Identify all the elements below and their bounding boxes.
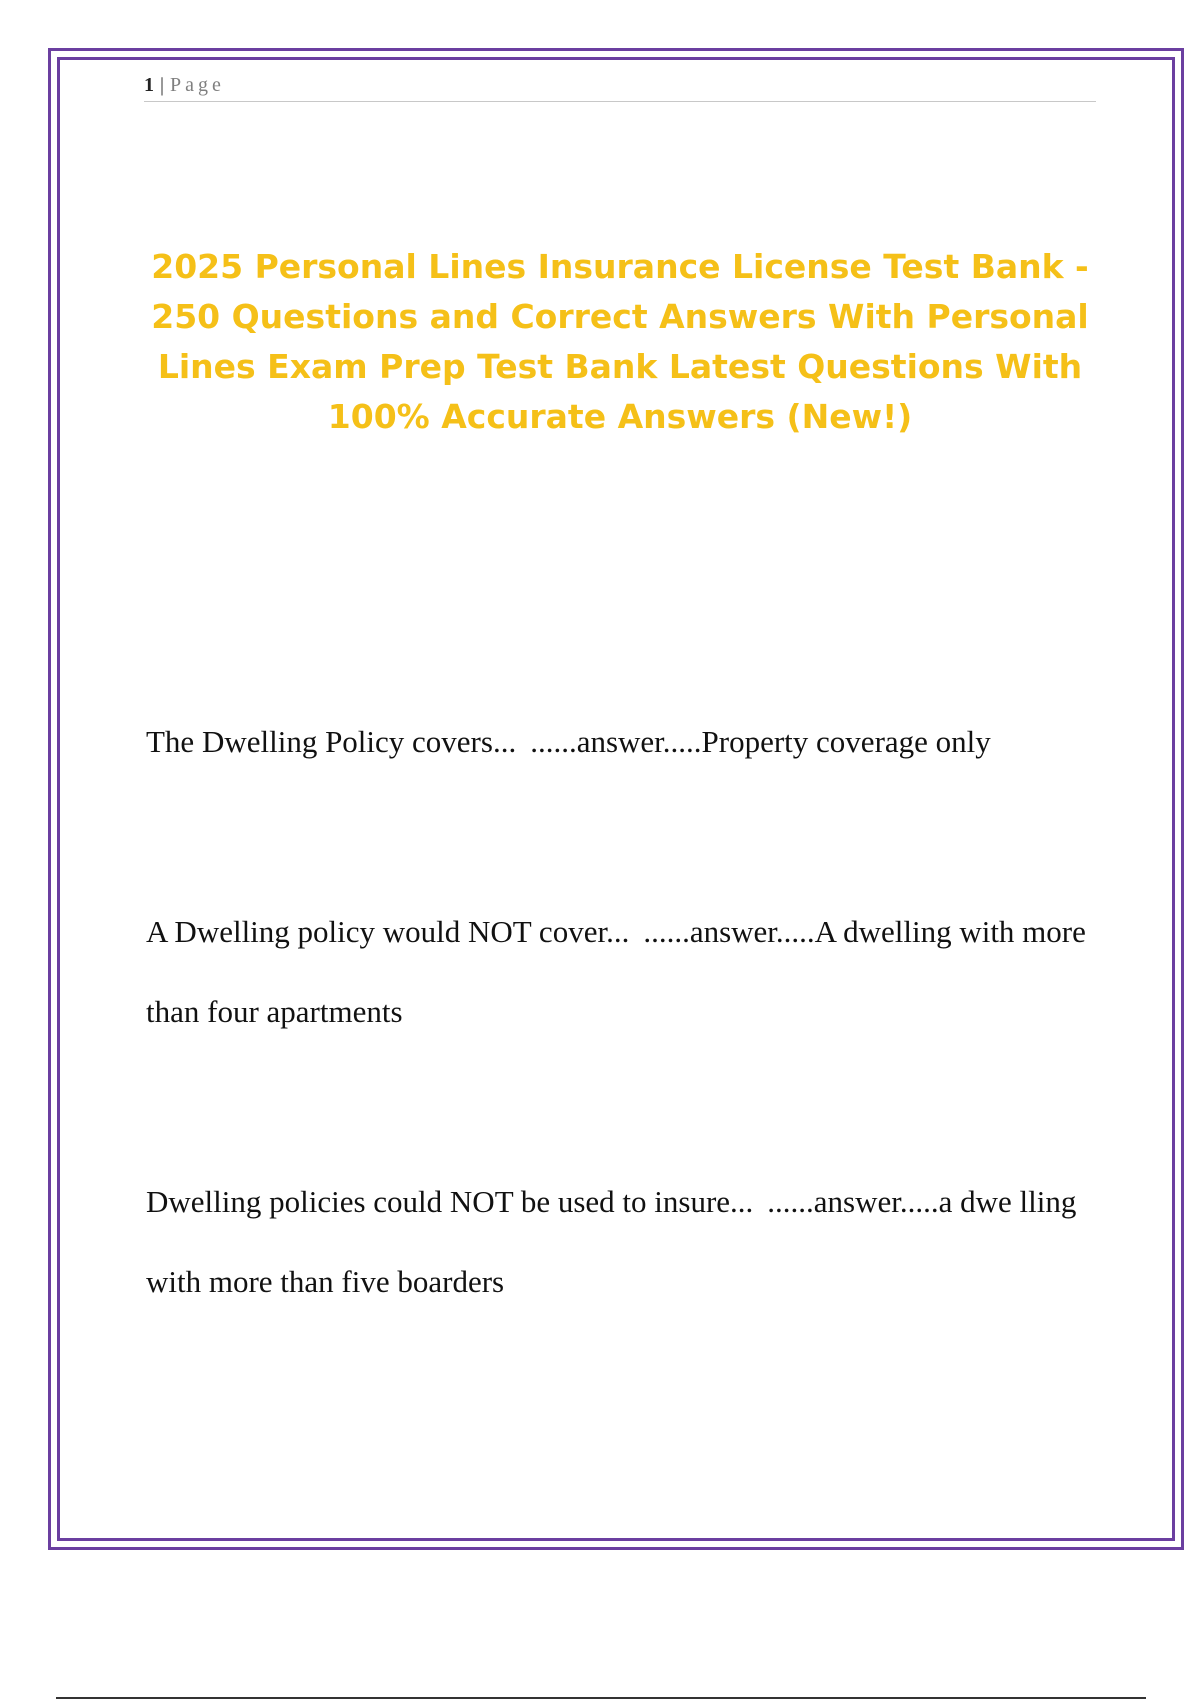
answer-text: ......answer.....A dwelling with more than four apartments [146,914,1086,1029]
question-text: A Dwelling policy would NOT cover... [146,914,630,949]
qa-item [146,702,1096,782]
page-header [144,72,1096,102]
page-number: 1 [144,74,154,96]
document-title: 2025 Personal Lines Insurance License Test Bank - 250 Questions and Correct Answers With Personal Lines Exam Prep Test Bank Latest Questions With 100% Accurate Answers (New!) [151,247,1089,436]
footer-rule [56,1697,1146,1699]
page-label: Page [170,74,225,96]
page-number-separator: | [160,74,165,96]
question-text: The Dwelling Policy covers... [146,724,517,759]
qa-item [146,892,1096,1052]
qa-item [146,1162,1096,1322]
answer-text: ......answer.....Property coverage only [530,724,991,759]
question-text: Dwelling policies could NOT be used to insure... [146,1184,754,1219]
answer-text: ......answer.....a dwe lling with more than five boarders [146,1184,1077,1299]
